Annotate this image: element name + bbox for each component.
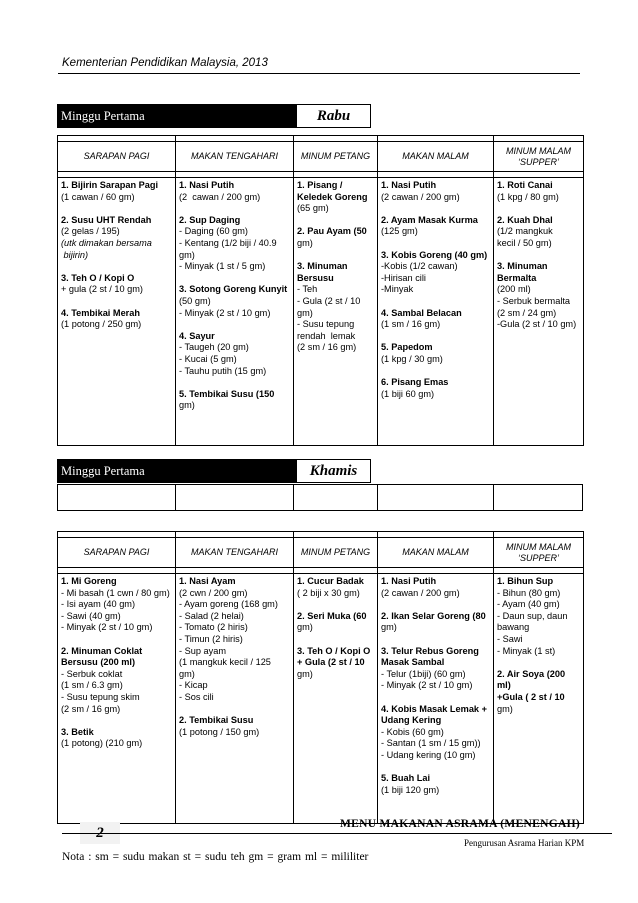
menu-line: 2. Ikan Selar Goreng (80 (381, 610, 486, 621)
column-header-makan-malam: MAKAN MALAM (378, 142, 494, 172)
menu-line: (2 cwn / 200 gm) (179, 587, 248, 598)
menu-line: ( 2 biji x 30 gm) (297, 587, 360, 598)
menu-line: 2. Sup Daging (179, 214, 241, 225)
menu-line (179, 704, 290, 716)
column-header-minum-petang: MINUM PETANG (294, 142, 378, 172)
column-header-minum-malam: MINUM MALAM ‘SUPPER’ (494, 538, 584, 568)
menu-line: - Telur (1biji) (60 gm) (381, 668, 466, 679)
menu-line: 4. Tembikai Merah (61, 307, 140, 318)
menu-cell-makan-malam (378, 574, 494, 824)
menu-table-khamis (57, 531, 584, 824)
menu-line: - Minyak (2 st / 10 gm) (381, 680, 473, 691)
menu-line: - Tomato (2 hiris) (179, 622, 248, 633)
column-header-makan-tengahari: MAKAN TENGAHARI (176, 142, 294, 172)
column-header-minum-petang: MINUM PETANG (294, 538, 378, 568)
menu-line: (200 ml) (497, 284, 531, 295)
menu-line: 4. Sayur (179, 330, 215, 341)
menu-line: 2. Tembikai Susu (179, 715, 254, 726)
column-header-makan-malam: MAKAN MALAM (378, 538, 494, 568)
menu-line: Bersusu (297, 272, 334, 283)
menu-line: (1 kpg / 80 gm) (497, 191, 559, 202)
menu-line: +Gula ( 2 st / 10 (497, 691, 565, 702)
menu-line: - Minyak (2 st / 10 gm) (179, 307, 271, 318)
day-label: Rabu (296, 104, 371, 128)
menu-line: - Ayam (40 gm) (497, 599, 560, 610)
menu-line: (1 sm / 16 gm) (381, 319, 441, 330)
menu-line (497, 203, 580, 215)
menu-line: - Teh (297, 284, 318, 295)
menu-line (381, 634, 490, 646)
column-header-row (58, 142, 584, 172)
menu-line: Bermalta (497, 272, 537, 283)
menu-line: - Daging (60 gm) (179, 226, 248, 237)
menu-line: 2. Air Soya (200 (497, 668, 566, 679)
menu-line: 1. Pisang / (297, 180, 343, 190)
menu-line: 1. Bihun Sup (497, 576, 554, 586)
menu-line (381, 296, 490, 308)
menu-line: 1. Mi Goreng (61, 576, 117, 586)
menu-line: -Gula (2 st / 10 gm) (497, 319, 577, 330)
menu-line: (50 gm) (179, 295, 211, 306)
menu-line (381, 599, 490, 611)
menu-line (381, 366, 490, 378)
menu-line: (utk dimakan bersama (61, 237, 152, 248)
menu-line: gm) (297, 622, 313, 633)
menu-line: (125 gm) (381, 226, 418, 237)
document-header: Kementerian Pendidikan Malaysia, 2013 (62, 57, 268, 69)
menu-line: - Gula (2 st / 10 (297, 295, 361, 306)
menu-line: 6. Pisang Emas (381, 377, 449, 388)
menu-cell-sarapan-pagi (58, 574, 176, 824)
menu-line (297, 634, 374, 646)
menu-line: 5. Tembikai Susu (150 (179, 388, 275, 399)
menu-line: - Susu tepung (297, 319, 355, 330)
menu-line: Udang Kering (381, 715, 442, 726)
menu-line: 3. Sotong Goreng Kunyit (179, 284, 288, 295)
menu-line: (2 cawan / 200 gm) (381, 587, 460, 598)
menu-line: -Minyak (381, 284, 414, 295)
footer-title: MENU MAKANAN ASRAMA (MENENGAH) (340, 818, 580, 830)
menu-line: (1 biji 120 gm) (381, 784, 440, 795)
menu-line: - Minyak (1 st / 5 gm) (179, 261, 266, 272)
menu-line (497, 250, 580, 262)
menu-line: - Minyak (2 st / 10 gm) (61, 622, 153, 633)
menu-line: Masak Sambal (381, 657, 445, 668)
menu-line: + gula (2 st / 10 gm) (61, 284, 143, 295)
week-bar-rabu (57, 104, 582, 128)
menu-line (61, 715, 172, 727)
menu-line (381, 331, 490, 343)
menu-line: kecil / 50 gm) (497, 237, 552, 248)
menu-line (381, 692, 490, 704)
page-number: 2 (80, 822, 120, 844)
week-bar-khamis (57, 459, 582, 483)
menu-line: - Tauhu putih (15 gm) (179, 365, 267, 376)
menu-line: 1. Bijirin Sarapan Pagi (61, 180, 159, 190)
menu-cell-makan-tengahari (176, 574, 294, 824)
menu-line: - Sos cili (179, 691, 214, 702)
menu-line: - Sawi (40 gm) (61, 610, 121, 621)
menu-line: - Udang kering (10 gm) (381, 749, 476, 760)
menu-line (179, 273, 290, 285)
menu-line (297, 250, 374, 262)
menu-line: gm) (381, 622, 397, 633)
empty-row (57, 484, 583, 511)
menu-line: Keledek Goreng (297, 191, 368, 202)
menu-line: 2. Ayam Masak Kurma (381, 214, 478, 225)
footer-subtitle: Pengurusan Asrama Harian KPM (464, 838, 585, 848)
menu-line: (1 potong / 250 gm) (61, 319, 142, 330)
menu-line: - Daun sup, daun (497, 610, 568, 621)
menu-line: (1/2 mangkuk (497, 226, 553, 237)
menu-line: - Salad (2 helai) (179, 610, 244, 621)
menu-line: - Sawi (497, 633, 523, 644)
menu-line: (2 sm / 16 gm) (297, 342, 357, 353)
menu-line: - Susu tepung skim (61, 691, 140, 702)
menu-line (179, 319, 290, 331)
footer-rule (62, 833, 612, 834)
menu-line: (1 sm / 6.3 gm) (61, 680, 123, 691)
menu-line: ml) (497, 680, 511, 691)
menu-line (61, 634, 172, 646)
menu-line: 4. Kobis Masak Lemak + (381, 703, 487, 714)
menu-line: -Kobis (1/2 cawan) (381, 261, 458, 272)
menu-line (497, 657, 580, 669)
menu-line: (1 mangkuk kecil / 125 (179, 657, 271, 668)
menu-cell-minum-malam (494, 178, 584, 446)
menu-line: 5. Papedom (381, 342, 433, 353)
week-label: Minggu Pertama (57, 104, 296, 128)
menu-line: - Taugeh (20 gm) (179, 342, 249, 353)
menu-line (381, 203, 490, 215)
menu-line: (2 sm / 24 gm) (497, 307, 557, 318)
menu-line: gm) (179, 400, 195, 411)
menu-line: 1. Nasi Putih (381, 576, 437, 586)
menu-line: bawang (497, 622, 530, 633)
menu-line: (1 cawan / 60 gm) (61, 191, 135, 202)
menu-line: -Hirisan cili (381, 272, 426, 283)
menu-line: 5. Buah Lai (381, 773, 431, 784)
menu-line: (2 cawan / 200 gm) (179, 191, 261, 202)
menu-line: 2. Pau Ayam (50 (297, 226, 367, 237)
menu-table-rabu (57, 135, 584, 446)
column-header-minum-malam: MINUM MALAM ‘SUPPER’ (494, 142, 584, 172)
menu-line: Bersusu (200 ml) (61, 657, 136, 668)
menu-line: (2 gelas / 195) (61, 226, 120, 237)
menu-line: - Minyak (1 st) (497, 645, 556, 656)
menu-line: bijirin) (61, 249, 89, 260)
menu-line (297, 215, 374, 227)
menu-line: 3. Kobis Goreng (40 gm) (381, 249, 488, 260)
menu-line: (1 potong / 150 gm) (179, 726, 260, 737)
menu-line: (1 biji 60 gm) (381, 388, 435, 399)
menu-line: - Serbuk bermalta (497, 295, 571, 306)
menu-line: - Timun (2 hiris) (179, 633, 243, 644)
column-header-makan-tengahari: MAKAN TENGAHARI (176, 538, 294, 568)
menu-line: 2. Susu UHT Rendah (61, 214, 152, 225)
menu-line: 2. Kuah Dhal (497, 214, 553, 225)
menu-line: - Kucai (5 gm) (179, 353, 237, 364)
menu-line: - Sup ayam (179, 645, 226, 656)
menu-line: 4. Sambal Belacan (381, 307, 462, 318)
menu-line: 1. Nasi Putih (381, 180, 437, 190)
menu-line: gm) (297, 237, 313, 248)
header-rule (58, 73, 580, 74)
column-header-sarapan-pagi: SARAPAN PAGI (58, 142, 176, 172)
day-label: Khamis (296, 459, 371, 483)
menu-line (61, 296, 172, 308)
menu-line: 3. Betik (61, 726, 94, 737)
menu-row (58, 574, 584, 824)
menu-line: - Kicap (179, 680, 208, 691)
menu-cell-minum-petang (294, 178, 378, 446)
menu-line: 3. Minuman (497, 261, 548, 272)
menu-line: (2 sm / 16 gm) (61, 703, 121, 714)
menu-line: 1. Cucur Badak (297, 576, 364, 586)
menu-line: gm) (297, 307, 313, 318)
menu-line (61, 203, 172, 215)
menu-line: rendah lemak (297, 330, 356, 341)
column-header-sarapan-pagi: SARAPAN PAGI (58, 538, 176, 568)
menu-row (58, 178, 584, 446)
menu-line: 3. Minuman (297, 261, 348, 272)
menu-cell-sarapan-pagi (58, 178, 176, 446)
menu-line: 3. Telur Rebus Goreng (381, 645, 479, 656)
menu-cell-minum-malam (494, 574, 584, 824)
menu-line: - Bihun (80 gm) (497, 587, 561, 598)
menu-line: - Kobis (60 gm) (381, 726, 444, 737)
menu-line (381, 762, 490, 774)
menu-line: 3. Teh O / Kopi O (61, 272, 135, 283)
menu-line: gm) (179, 249, 195, 260)
menu-line (179, 377, 290, 389)
menu-line: gm) (297, 668, 313, 679)
menu-line: 2. Seri Muka (60 (297, 610, 367, 621)
menu-line (61, 261, 172, 273)
menu-line: gm) (179, 668, 195, 679)
menu-line: 3. Teh O / Kopi O (297, 645, 371, 656)
week-label: Minggu Pertama (57, 459, 296, 483)
menu-cell-minum-petang (294, 574, 378, 824)
menu-line: 1. Nasi Putih (179, 180, 235, 190)
menu-line (381, 238, 490, 250)
menu-line: - Ayam goreng (168 gm) (179, 599, 278, 610)
menu-line: 1. Nasi Ayam (179, 576, 236, 586)
menu-line: - Serbuk coklat (61, 668, 123, 679)
menu-line (297, 599, 374, 611)
menu-line: (1 potong) (210 gm) (61, 738, 143, 749)
menu-cell-makan-tengahari (176, 178, 294, 446)
abbreviation-note: Nota : sm = sudu makan st = sudu teh gm = gram ml = mililiter (62, 851, 369, 863)
menu-line: - Mi basah (1 cwn / 80 gm) (61, 587, 170, 598)
menu-line: (65 gm) (297, 203, 329, 214)
menu-line: 1. Roti Canai (497, 180, 553, 190)
menu-line: 2. Minuman Coklat (61, 645, 143, 656)
menu-line: - Kentang (1/2 biji / 40.9 (179, 237, 277, 248)
menu-line: + Gula (2 st / 10 (297, 657, 365, 668)
menu-line: (1 kpg / 30 gm) (381, 353, 443, 364)
column-header-row (58, 538, 584, 568)
menu-line: gm) (497, 703, 513, 714)
menu-line (179, 203, 290, 215)
menu-line: - Isi ayam (40 gm) (61, 599, 136, 610)
menu-line: (2 cawan / 200 gm) (381, 191, 460, 202)
menu-cell-makan-malam (378, 178, 494, 446)
menu-line: - Santan (1 sm / 15 gm)) (381, 738, 481, 749)
